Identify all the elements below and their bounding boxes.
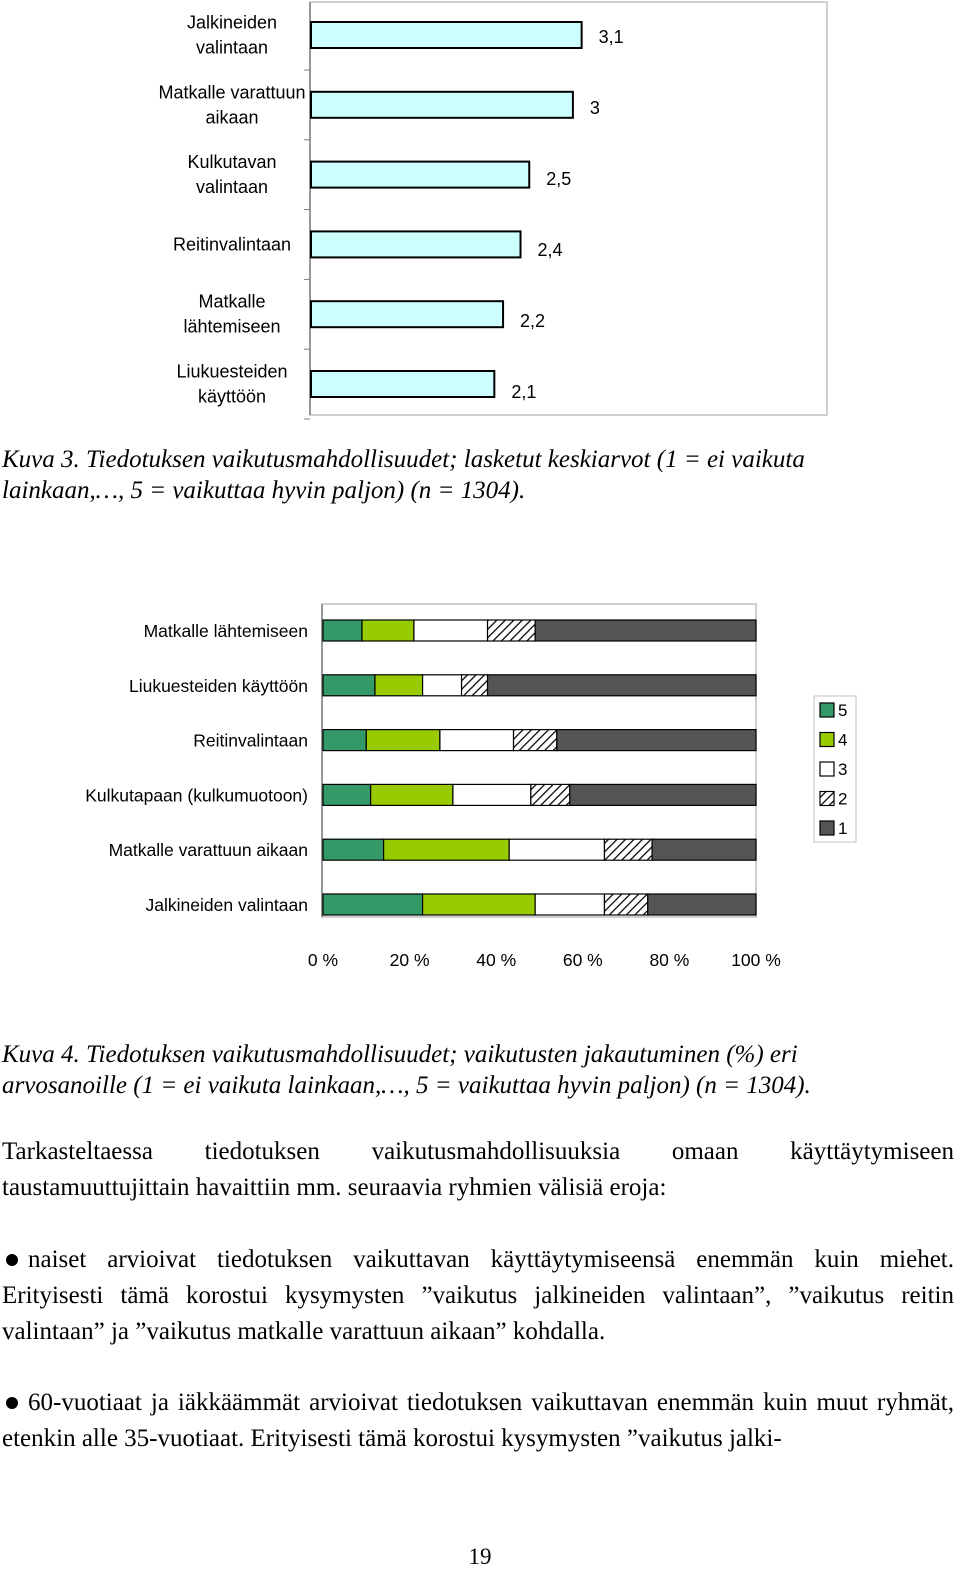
segment-2-3: [440, 730, 514, 751]
tick-label-0: 0 %: [307, 950, 339, 970]
bullet-text-1: naiset arvioivat tiedotuksen vaikuttavan käyttäytymiseensä enemmän kuin miehet. Erityisesti tämä korostui kysymysten ”vaikutus jalkineiden valintaan”, ”vaikutus reitin valintaan” ja ”vaikutus matkalle varattuun aikaan” kohdalla.: [2, 1246, 954, 1345]
segment-1-5: [323, 675, 375, 696]
segment-1-2: [462, 675, 488, 696]
segment-5-4: [423, 894, 536, 915]
segment-0-5: [323, 620, 362, 641]
category-label-3: Reitinvalintaan: [172, 234, 292, 255]
bullet-item-2: [2, 1385, 954, 1457]
category-label-4: Matkalle lähtemiseen: [183, 291, 281, 337]
category-label-2: Kulkutavan valintaan: [187, 152, 277, 198]
segment-5-1: [648, 894, 756, 915]
legend-swatch-1: [820, 821, 834, 835]
segment-0-2: [488, 620, 536, 641]
segment-1-3: [423, 675, 462, 696]
segment-5-2: [604, 894, 647, 915]
chart1-plot-area: [310, 2, 827, 415]
segment-4-3: [509, 839, 604, 860]
bar-1: [311, 92, 573, 118]
tick-label-3: 60 %: [562, 950, 603, 970]
segment-1-1: [488, 675, 756, 696]
bar-3: [311, 231, 521, 257]
segment-3-4: [371, 784, 453, 805]
tick-label-1: 20 %: [389, 950, 430, 970]
legend-label-4: 4: [838, 730, 848, 750]
segment-4-1: [652, 839, 756, 860]
category-label-2: Reitinvalintaan: [193, 730, 308, 751]
tick-label-5: 100 %: [731, 950, 781, 970]
bullet-icon: [6, 1254, 18, 1266]
legend-swatch-2: [820, 792, 834, 806]
chart2-plot-area: [322, 604, 756, 917]
distribution-chart: [0, 590, 960, 1010]
bar-0: [311, 22, 582, 48]
category-label-4: Matkalle varattuun aikaan: [108, 840, 308, 861]
value-label-2: 2,5: [546, 169, 572, 189]
legend-label-3: 3: [838, 760, 848, 779]
bar-4: [311, 301, 503, 327]
body-paragraph: Tarkasteltaessa tiedotuksen vaikutusmahdollisuuksia omaan käyttäytymiseen taustamuuttujittain havaittiin mm. seuraavia ryhmien välisiä eroja:: [2, 1138, 954, 1201]
segment-5-3: [535, 894, 604, 915]
value-label-1: 3: [589, 98, 600, 118]
legend-swatch-5: [820, 703, 834, 717]
segment-4-5: [323, 839, 384, 860]
segment-2-4: [366, 730, 440, 751]
legend-label-1: 1: [838, 819, 848, 838]
bullet-text-2: 60-vuotiaat ja iäkkäämmät arvioivat tiedotuksen vaikuttavan enemmän kuin muut ryhmät, etenkin alle 35-vuotiaat. Erityisesti tämä korostui kysymysten ”vaikutus jalki-: [2, 1389, 954, 1452]
bar-5: [311, 371, 494, 397]
category-label-0: Jalkineiden valintaan: [186, 12, 278, 58]
segment-2-1: [557, 730, 756, 751]
legend-swatch-3: [820, 762, 834, 776]
mean-values-chart: [0, 0, 960, 430]
tick-label-2: 40 %: [476, 950, 517, 970]
segment-3-5: [323, 784, 371, 805]
segment-0-3: [414, 620, 488, 641]
segment-3-2: [531, 784, 570, 805]
segment-3-3: [453, 784, 531, 805]
category-label-0: Matkalle lähtemiseen: [143, 621, 308, 641]
tick-label-4: 80 %: [649, 950, 690, 970]
legend-label-5: 5: [838, 701, 848, 720]
bar-2: [311, 162, 529, 188]
segment-0-4: [362, 620, 414, 641]
category-label-1: Liukuesteiden käyttöön: [128, 675, 308, 696]
value-label-5: 2,1: [511, 382, 537, 402]
figure-4-caption: Kuva 4. Tiedotuksen vaikutusmahdollisuudet; vaikutusten jakautuminen (%) eri arvosanoille (1 = ei vaikuta lainkaan,…, 5 = vaikuttaa hyvin paljon) (n = 1304).: [2, 1041, 811, 1099]
segment-5-5: [323, 894, 423, 915]
segment-0-1: [535, 620, 756, 641]
segment-1-4: [375, 675, 423, 696]
category-label-3: Kulkutapaan (kulkumuotoon): [85, 785, 308, 806]
legend-label-2: 2: [838, 789, 848, 809]
category-label-5: Jalkineiden valintaan: [145, 895, 308, 915]
segment-4-2: [604, 839, 652, 860]
value-label-4: 2,2: [520, 311, 546, 331]
segment-4-4: [384, 839, 510, 860]
category-label-1: Matkalle varattuun aikaan: [158, 82, 306, 128]
segment-2-2: [514, 730, 557, 751]
figure-3-caption: Kuva 3. Tiedotuksen vaikutusmahdollisuudet; lasketut keskiarvot (1 = ei vaikuta lainkaan,…, 5 = vaikuttaa hyvin paljon) (n = 1304).: [2, 446, 805, 504]
category-label-5: Liukuesteiden käyttöön: [176, 361, 288, 407]
page-number: 19: [468, 1544, 492, 1569]
legend-swatch-4: [820, 733, 834, 747]
segment-3-1: [570, 784, 756, 805]
bullet-item-1: [2, 1242, 954, 1350]
bullet-icon: [6, 1397, 18, 1409]
value-label-0: 3,1: [598, 27, 624, 47]
value-label-3: 2,4: [537, 240, 563, 260]
segment-2-5: [323, 730, 366, 751]
